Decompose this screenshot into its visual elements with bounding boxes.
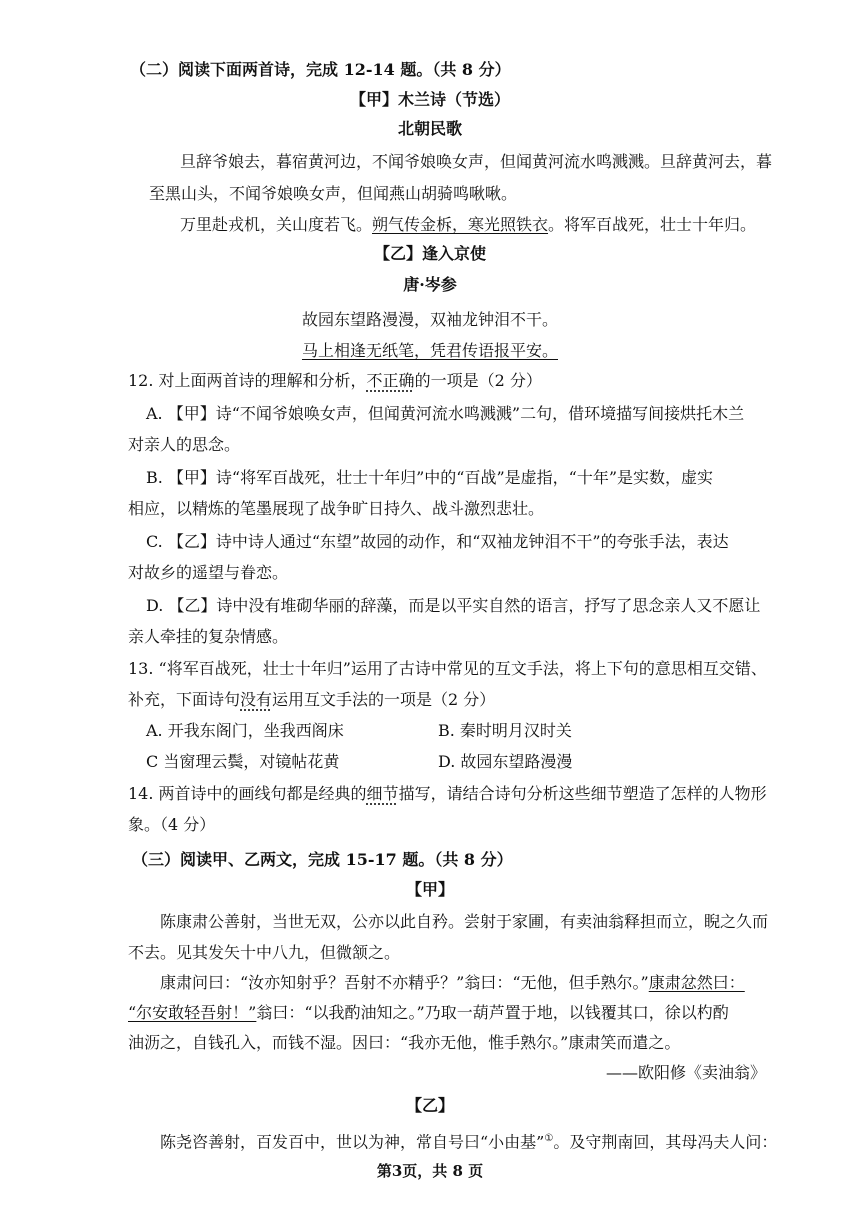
q13-option-a: A. 开我东阁门，坐我西阁床 xyxy=(146,721,344,740)
yi-para-1-line-1: 陈尧咨善射，百发百中，世以为神，常自号曰“小由基”①。及守荆南回，其母冯夫人问： xyxy=(160,1132,778,1152)
section-2-header: （二）阅读下面两首诗，完成 12-14 题。（共 8 分） xyxy=(130,60,511,79)
underlined-line-mulan: 朔气传金柝，寒光照铁衣 xyxy=(372,215,549,234)
section-3-header: （三）阅读甲、乙两文，完成 15-17 题。（共 8 分） xyxy=(132,850,513,869)
q12-option-d-line-1: D. 【乙】诗中没有堆砌华丽的辞藻，而是以平实自然的语言，抒写了思念亲人又不愿让 xyxy=(146,596,761,615)
question-12-stem: 12. 对上面两首诗的理解和分析，不正确的一项是（2 分） xyxy=(128,371,542,390)
q12-option-c-line-1: C. 【乙】诗中诗人通过“东望”故园的动作，和“双袖龙钟泪不干”的夸张手法，表达 xyxy=(146,532,729,551)
question-13-stem-line-2: 补充，下面诗句没有运用互文手法的一项是（2 分） xyxy=(128,690,496,709)
source-attribution: ——欧阳修《卖油翁》 xyxy=(606,1063,767,1082)
question-14-line-2: 象。（4 分） xyxy=(128,815,216,834)
poem-1-author: 北朝民歌 xyxy=(397,119,462,138)
emphasis-mark: 细节 xyxy=(366,784,399,803)
text-yi-title: 【乙】 xyxy=(405,1096,454,1115)
jia-para-2-line-1: 康肃问曰：“汝亦知射乎？吾射不亦精乎？”翁曰：“无他，但手熟尔。”康肃忿然曰： xyxy=(160,973,745,992)
poem-2-title: 【乙】逢入京使 xyxy=(373,244,486,263)
text-jia-title: 【甲】 xyxy=(405,880,454,899)
jia-para-1-line-2: 不去。见其发矢十中八九，但微颔之。 xyxy=(128,943,401,962)
question-14-line-1: 14. 两首诗中的画线句都是经典的细节描写，请结合诗句分析这些细节塑造了怎样的人物形 xyxy=(128,784,767,803)
emphasis-mark: 没有 xyxy=(240,690,273,709)
q12-option-b-line-2: 相应，以精炼的笔墨展现了战争旷日持久、战斗激烈悲壮。 xyxy=(128,499,545,518)
footnote-marker: ① xyxy=(544,1133,554,1144)
emphasis-mark: 不正确 xyxy=(366,371,415,390)
poem-1-line-1: 旦辞爷娘去，暮宿黄河边，不闻爷娘唤女声，但闻黄河流水鸣溅溅。旦辞黄河去，暮 xyxy=(180,152,773,171)
jia-para-1-line-1: 陈康肃公善射，当世无双，公亦以此自矜。尝射于家圃，有卖油翁释担而立，睨之久而 xyxy=(160,912,769,931)
poem-1-line-3: 万里赴戎机，关山度若飞。朔气传金柝，寒光照铁衣。将军百战死，壮士十年归。 xyxy=(180,215,757,234)
poem-2-author: 唐·岑参 xyxy=(403,275,457,294)
underlined-line-cen-shen: 马上相逢无纸笔，凭君传语报平安。 xyxy=(301,341,558,360)
poem-1-title: 【甲】木兰诗（节选） xyxy=(349,90,510,109)
jia-para-2-line-2: “尔安敢轻吾射！”翁曰：“以我酌油知之。”乃取一葫芦置于地，以钱覆其口，徐以杓酌 xyxy=(128,1003,729,1022)
page-footer: 第3页，共 8 页 xyxy=(376,1162,484,1180)
q13-option-d: D. 故园东望路漫漫 xyxy=(438,752,573,771)
q12-option-d-line-2: 亲人牵挂的复杂情感。 xyxy=(128,627,289,646)
question-13-stem-line-1: 13. “将军百战死，壮士十年归”运用了古诗中常见的互文手法，将上下句的意思相互交错、 xyxy=(128,659,767,678)
poem-2-line-2 xyxy=(0,340,860,362)
q13-option-b: B. 秦时明月汉时关 xyxy=(438,721,572,740)
poem-2-line-1: 故园东望路漫漫，双袖龙钟泪不干。 xyxy=(301,310,558,329)
poem-1-line-2: 至黑山头，不闻爷娘唤女声，但闻燕山胡骑鸣啾啾。 xyxy=(149,184,518,203)
q12-option-b-line-1: B. 【甲】诗“将军百战死，壮士十年归”中的“百战”是虚指，“十年”是实数，虚实 xyxy=(146,468,714,487)
q12-option-a-line-2: 对亲人的思念。 xyxy=(128,435,241,454)
jia-para-2-line-3: 油沥之，自钱孔入，而钱不湿。因曰：“我亦无他，惟手熟尔。”康肃笑而遣之。 xyxy=(128,1033,681,1052)
underlined-sentence: 康肃忿然曰： xyxy=(648,973,745,992)
q12-option-a-line-1: A. 【甲】诗“不闻爷娘唤女声，但闻黄河流水鸣溅溅”二句，借环境描写间接烘托木兰 xyxy=(146,404,745,423)
underlined-sentence: “尔安敢轻吾射！” xyxy=(128,1003,257,1022)
q13-option-c: C 当窗理云鬓，对镜帖花黄 xyxy=(146,752,340,771)
q12-option-c-line-2: 对故乡的遥望与眷恋。 xyxy=(128,563,289,582)
